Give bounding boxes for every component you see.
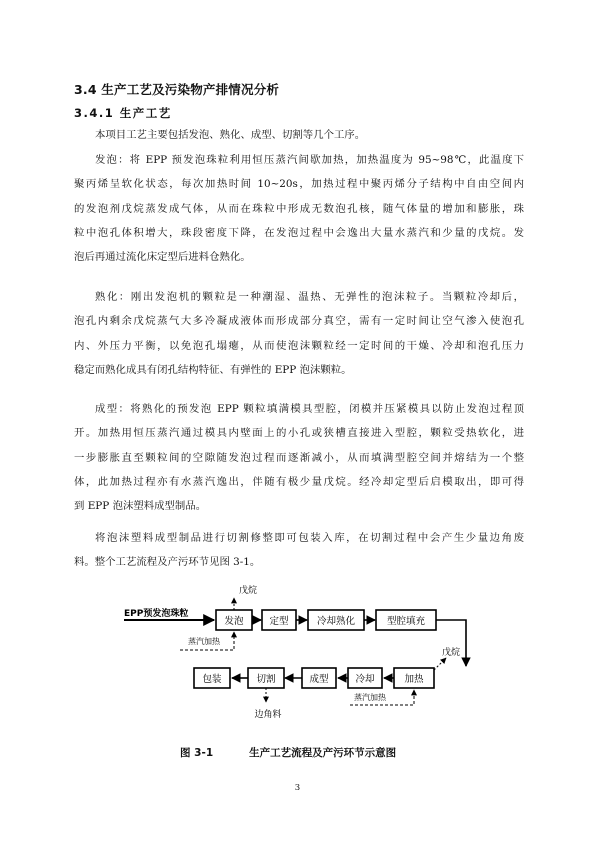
flow-connector — [436, 620, 466, 666]
process-flow-diagram — [120, 578, 480, 724]
step-packaging-label: 包装 — [202, 674, 222, 685]
text-line: 发泡：将 EPP 预发泡珠粒利用恒压蒸汽间歇加热，加热温度为 95~98℃，此温度下 — [95, 154, 524, 166]
paragraph-molding — [74, 397, 524, 518]
step-heating — [394, 668, 434, 688]
figure-number: 图 3-1 — [180, 747, 214, 759]
step-cooling-curing — [308, 610, 364, 630]
emission-label-pentane-2: 戊烷 — [442, 648, 461, 658]
figure-caption — [180, 745, 432, 760]
step-cavity-filling — [376, 610, 436, 630]
section-heading: 3.4 生产工艺及污染物产排情况分析 — [74, 82, 280, 97]
emission-label-pentane: 戊烷 — [238, 586, 258, 596]
text-line: 开。加热用恒压蒸汽通过模具内壁面上的小孔或狭槽直接进入型腔，颗粒受热软化，进 — [74, 427, 524, 440]
step-shaping-label: 定型 — [269, 616, 289, 627]
text-line: 料。整个工艺流程及产污环节见图 3-1。 — [74, 556, 261, 569]
paragraph-curing — [74, 285, 524, 382]
step-cutting — [248, 668, 284, 688]
paragraph-intro — [74, 123, 524, 147]
paragraph-foaming — [74, 148, 524, 269]
text-line: 将泡沫塑料成型制品进行切割修整即可包装入库，在切割过程中会产生少量边角废 — [95, 532, 524, 544]
input-label: EPP预发泡珠粒 — [124, 609, 189, 619]
subsection-heading: 3.4.1 生产工艺 — [74, 106, 172, 120]
text-line: 熟化：刚出发泡机的颗粒是一种潮湿、温热、无弹性的泡沫粒子。当颗粒冷却后， — [95, 291, 524, 303]
paragraph-cutting — [74, 526, 524, 575]
figure-title: 生产工艺流程及产污环节示意图 — [249, 747, 397, 759]
text-line: 的发泡剂戊烷蒸发成气体，从而在珠粒中形成无数泡孔核，随气体量的增加和膨胀，珠 — [74, 202, 524, 215]
step-packaging — [194, 668, 230, 688]
text-line: 体，此加热过程亦有水蒸汽逸出，伴随有极少量戊烷。经冷却定型后启模取出，即可得 — [74, 475, 524, 488]
text-line: 泡孔内剩余戊烷蒸气大多冷凝成液体而形成部分真空，需有一定时间让空气渗入使泡孔 — [74, 315, 524, 328]
text-line: 稳定而熟化成具有闭孔结构特征、有弹性的 EPP 泡沫颗粒。 — [74, 363, 352, 376]
text-line: 一步膨胀直至颗粒间的空隙随发泡过程而逐渐减小，从而填满型腔空间并熔结为一个整 — [74, 451, 524, 464]
step-cooling-label: 冷却 — [355, 674, 375, 685]
step-molding-label: 成型 — [309, 674, 329, 685]
step-cooling-curing-label: 冷却熟化 — [316, 616, 356, 627]
step-foaming — [216, 610, 252, 630]
steam-label: 蒸汽加热 — [188, 637, 220, 646]
step-cavity-filling-label: 型腔填充 — [386, 616, 426, 627]
waste-label: 边角料 — [254, 710, 282, 720]
text-line: 粒中泡孔体积增大，珠段密度下降，在发泡过程中会逸出大量水蒸汽和少量的戊烷。发 — [74, 226, 524, 239]
step-foaming-label: 发泡 — [224, 616, 244, 627]
step-molding — [302, 668, 336, 688]
steam-label-2: 蒸汽加热 — [354, 693, 386, 702]
text-line: 聚丙烯呈软化状态，每次加热时间 10~20s，加热过程中聚丙烯分子结构中自由空间内 — [74, 178, 524, 191]
page-number: 3 — [294, 783, 301, 793]
step-shaping — [262, 610, 296, 630]
step-heating-label: 加热 — [404, 674, 424, 685]
text-line: 到 EPP 泡沫塑料成型制品。 — [74, 500, 207, 513]
step-cutting-label: 切割 — [256, 674, 276, 685]
text-line: 泡后再通过流化床定型后进料仓熟化。 — [74, 251, 251, 264]
text-line: 本项目工艺主要包括发泡、熟化、成型、切割等几个工序。 — [95, 129, 366, 141]
step-cooling — [348, 668, 382, 688]
text-line: 内、外压力平衡，以免泡孔塌瘪，从而使泡沫颗粒经一定时间的干燥、冷却和泡孔压力 — [74, 339, 524, 352]
emission-arrow — [434, 658, 446, 670]
text-line: 成型：将熟化的预发泡 EPP 颗粒填满模具型腔，闭模并压紧模具以防止发泡过程顶 — [95, 403, 524, 415]
